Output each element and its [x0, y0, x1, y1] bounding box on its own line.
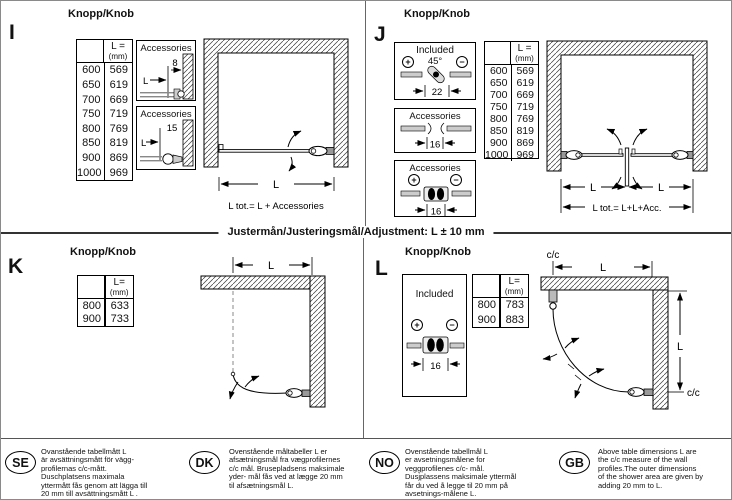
knob-detail: [630, 390, 634, 394]
swing-arrow: [230, 382, 238, 399]
profile-bar: [407, 343, 421, 348]
accessories-label: Accessories: [140, 109, 192, 120]
cc-label-bottom: c/c: [687, 388, 700, 399]
center-hinge: [619, 149, 622, 154]
i-acc1-drawing: [138, 54, 196, 100]
section-i-table: [76, 39, 133, 181]
section-i-letter: I: [9, 21, 15, 44]
section-k-letter: K: [8, 255, 24, 278]
hinge-pivot: [433, 72, 439, 78]
section-k-title: Knopp/Knob: [70, 246, 136, 258]
plus-circle-icon: +: [408, 174, 420, 186]
table-row: 700 669: [77, 92, 132, 107]
l-table-header: L=: [508, 276, 520, 287]
accessories-label: Accessories: [409, 111, 461, 122]
j-included-box: [394, 42, 476, 100]
swing-arrow: [289, 157, 292, 171]
table-row: 700 669: [485, 89, 538, 101]
knob-detail: [311, 149, 316, 154]
note-no: Ovenstående tabellmål L er avsetningsmålene for veggprofilenes c/c- mål. Dusjplassens maksimale yttermål får du ved å legge til 20 mm på avsetnings-målene L.: [405, 447, 517, 499]
dim-label: L: [272, 179, 280, 191]
svg-text:L: L: [141, 138, 147, 149]
dim-value: 16: [430, 361, 441, 372]
section-j-title: Knopp/Knob: [404, 8, 470, 20]
l-table-unit: (mm): [504, 287, 524, 296]
profile-lip: [428, 123, 431, 134]
table-row: 750 719: [77, 107, 132, 122]
knob-end: [178, 91, 184, 97]
minus-circle-icon: −: [450, 174, 462, 186]
table-row: 800 633: [78, 299, 133, 313]
swing-arrow: [607, 129, 621, 145]
note-se: Ovanstående tabellmått L är avsättningsmått för vägg- profilernas c/c-mått. Duschplatsens maximala yttermått fås genom att lägga till 20 mm till avsättningsmått L .: [41, 447, 148, 499]
right-wall: [310, 276, 325, 407]
profile-lip: [441, 123, 444, 134]
l-included-box: [402, 274, 467, 397]
k-table-unit: (mm): [109, 288, 129, 297]
diagram-k: [193, 249, 343, 425]
center-hinge: [632, 149, 635, 154]
profile-bar: [140, 156, 162, 157]
table-row: 650 619: [77, 78, 132, 93]
swing-arrow: [589, 369, 604, 376]
magnet-housing: [424, 187, 448, 201]
profile-bar: [140, 160, 162, 161]
j-acc1-drawing: [397, 123, 475, 152]
wall-hatch: [183, 54, 193, 99]
dim-label-top: L: [599, 262, 607, 274]
top-wall: [541, 277, 668, 290]
magnet-housing: [423, 337, 448, 353]
i-table-unit: (mm): [108, 52, 128, 61]
dim-value: 16: [429, 139, 441, 151]
accessories-label: Accessories: [409, 163, 461, 174]
table-row: 800 783: [473, 298, 528, 313]
magnet: [427, 338, 435, 352]
swing-arrow: [543, 354, 557, 359]
note-gb: Above table dimensions L are the c/c measure of the wall profiles.The outer dimensions of the shower area are given by adding 20 mm to L.: [598, 447, 704, 490]
dim-label: L: [267, 260, 275, 272]
center-post: [625, 148, 628, 186]
included-label: Included: [415, 289, 454, 300]
profile-bar: [401, 126, 425, 131]
table-row: 600 569: [485, 65, 538, 77]
formula: L tot.= L + Accessories: [228, 201, 324, 212]
door-hinge: [219, 145, 223, 150]
section-k-table: [77, 275, 134, 327]
table-row: 650 619: [485, 77, 538, 89]
knob-detail: [674, 153, 678, 157]
wall-profile: [549, 290, 557, 302]
accessories-label: Accessories: [140, 43, 192, 54]
i-accessories-box-1: [136, 40, 196, 101]
table-row: 1000 969: [485, 149, 538, 161]
dim-label-left: L: [589, 182, 597, 194]
bottom-center-divider: [363, 233, 364, 438]
angle-label: 45°: [427, 56, 443, 67]
k-table-header: L=: [113, 277, 125, 288]
dim-value: 22: [431, 87, 443, 98]
dim-label-right: L: [676, 341, 684, 353]
knob: [163, 154, 173, 164]
profile-bar: [401, 72, 422, 77]
swing-arrow: [288, 131, 301, 147]
profile-bar: [401, 191, 420, 196]
minus-circle-icon: −: [446, 319, 458, 331]
svg-text:8: 8: [172, 58, 178, 69]
j-included-drawing: [397, 69, 475, 99]
door-arc: [233, 374, 287, 393]
l-included-drawing: [405, 333, 466, 385]
formula: L tot.= L+L+Acc.: [592, 203, 662, 214]
table-row: 900 883: [473, 313, 528, 328]
table-row: 800 769: [485, 113, 538, 125]
magnet: [436, 338, 444, 352]
gb-badge: GB: [559, 451, 590, 474]
section-j-table: [484, 41, 539, 159]
profile-bar: [450, 343, 464, 348]
profile-bar: [452, 191, 471, 196]
adjust-rule-left: [1, 232, 245, 234]
notes-rule: [1, 438, 732, 439]
door-pivot: [550, 303, 556, 309]
table-row: 900 733: [78, 313, 133, 327]
right-wall: [653, 290, 668, 409]
minus-circle-icon: −: [456, 56, 468, 68]
swing-arrow: [633, 129, 647, 145]
adjustment-note: Justermån/Justeringsmål/Adjustment: L ± 10 mm: [218, 226, 493, 238]
dk-badge: DK: [189, 451, 220, 474]
note-dk: Ovenstående måltabeller L er afsætningsmål fra vægprofilernes c/c mål. Brusepladsens maksimale yder- mål fås ved at lægge 20 mm til afsætningsmål L.: [229, 447, 345, 490]
svg-text:15: 15: [166, 123, 178, 134]
section-j-letter: J: [374, 23, 386, 46]
table-row: 850 819: [77, 136, 132, 151]
i-table-header: L =: [111, 41, 125, 52]
wall-hatch: [183, 120, 193, 166]
j-accessories-box-1: [394, 108, 476, 153]
profile-bar: [447, 126, 471, 131]
arc-tick: [575, 375, 581, 380]
knob-detail: [576, 153, 580, 157]
table-row: 750 719: [485, 101, 538, 113]
table-row: 900 869: [77, 151, 132, 166]
profile-bar: [140, 96, 178, 97]
section-l-letter: L: [375, 257, 388, 280]
no-badge: NO: [369, 451, 400, 474]
wall-bracket: [302, 390, 310, 397]
section-l-table: [472, 274, 529, 328]
swing-arrow: [575, 384, 581, 398]
i-acc2-drawing: [138, 120, 196, 168]
adjust-rule-right: [469, 232, 732, 234]
table-row: 800 769: [77, 122, 132, 137]
table-row: 1000 969: [77, 165, 132, 180]
door-arc: [553, 309, 629, 392]
table-row: 900 869: [485, 137, 538, 149]
dim-label-right: L: [657, 182, 665, 194]
section-l-title: Knopp/Knob: [405, 246, 471, 258]
j-table-header: L =: [517, 43, 532, 54]
diagram-j: [541, 33, 713, 229]
diagram-i: [198, 31, 360, 217]
plus-circle-icon: +: [402, 56, 414, 68]
j-accessories-box-2: [394, 160, 476, 217]
swing-arrow: [245, 376, 259, 387]
dim-value: 16: [430, 206, 442, 218]
knob-cone: [173, 155, 182, 164]
profile-bar: [140, 92, 178, 93]
diagram-l: [534, 245, 712, 417]
top-wall: [201, 276, 310, 289]
swing-arrow: [565, 338, 579, 348]
plus-circle-icon: +: [411, 319, 423, 331]
cc-label-top: c/c: [546, 250, 560, 261]
svg-text:L: L: [143, 76, 149, 87]
magnet: [428, 188, 435, 200]
wall-bracket: [644, 389, 653, 396]
i-accessories-box-2: [136, 106, 196, 170]
profile-bar: [450, 72, 471, 77]
included-label: Included: [416, 45, 454, 56]
table-row: 850 819: [485, 125, 538, 137]
table-row: 600 569: [77, 63, 132, 78]
section-i-title: Knopp/Knob: [68, 8, 134, 20]
se-badge: SE: [5, 451, 36, 474]
magnet: [437, 188, 444, 200]
knob-detail: [288, 391, 292, 395]
j-table-unit: (mm): [515, 54, 534, 63]
j-acc2-drawing: [397, 187, 475, 217]
top-center-divider: [365, 1, 366, 232]
door-pivot: [231, 372, 235, 376]
